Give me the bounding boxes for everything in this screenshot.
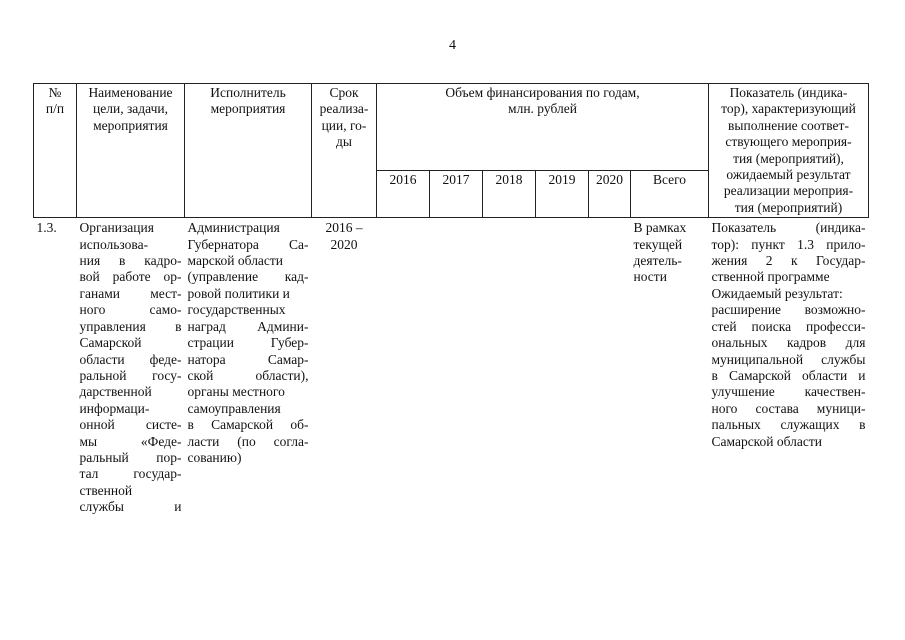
- row-year-2019: [536, 218, 589, 541]
- header-year-2018: 2018: [483, 171, 536, 218]
- row-year-2018: [483, 218, 536, 541]
- header-total: Всего: [631, 171, 709, 218]
- row-term: 2016 – 2020: [325, 220, 363, 252]
- row-year-2020: [589, 218, 631, 541]
- header-year-2016: 2016: [377, 171, 430, 218]
- header-year-2019: 2019: [536, 171, 589, 218]
- row-executor: Администрация Губернатора Са- марской области (управление кад- ровой политики и государственных наград Админи- страции Губер- натора Самар- ской области), органы местного самоуправления в Самарской об- ласти (по согла- сованию): [187, 220, 309, 465]
- header-executor: Исполнитель мероприятия: [185, 84, 312, 218]
- header-year-2020: 2020: [589, 171, 631, 218]
- row-number: 1.3.: [36, 220, 57, 236]
- row-indicator: Показатель (индика- тор): пункт 1.3 прило- жения 2 к Государ- ственной программе Ожидаемый результат: расширение возможно- стей поиска професси- ональных кадров для муниципальной службы в Самарской области и улучшение качествен- ного состава муници- пальных служащих в Самарской области: [711, 220, 866, 449]
- header-funding: Объем финансирования по годам, млн. рублей: [377, 84, 709, 171]
- row-activity-name: Организация использова- ния в кадро- вой работе ор- ганами мест- ного само- управления в Самарской области феде- ральной госу- дарственной информаци- онной систе- мы «Феде- ральный пор- тал государ- ственной службы и: [79, 220, 182, 515]
- header-name: Наименование цели, задачи, мероприятия: [77, 84, 185, 218]
- page-number: 4: [449, 38, 456, 53]
- row-year-2016: [377, 218, 430, 541]
- header-year-2017: 2017: [430, 171, 483, 218]
- table-row: [34, 218, 869, 541]
- header-indicator: Показатель (индика- тор), характеризующий выполнение соответ- ствующего мероприя- тия (мероприятий), ожидаемый результат реализации мероприя- тия (мероприятий): [709, 84, 869, 218]
- row-year-2017: [430, 218, 483, 541]
- header-number: № п/п: [34, 84, 77, 218]
- program-activities-table: [33, 83, 869, 540]
- header-term: Срок реализа- ции, го- ды: [312, 84, 377, 218]
- row-total: В рамках текущей деятель- ности: [633, 220, 687, 285]
